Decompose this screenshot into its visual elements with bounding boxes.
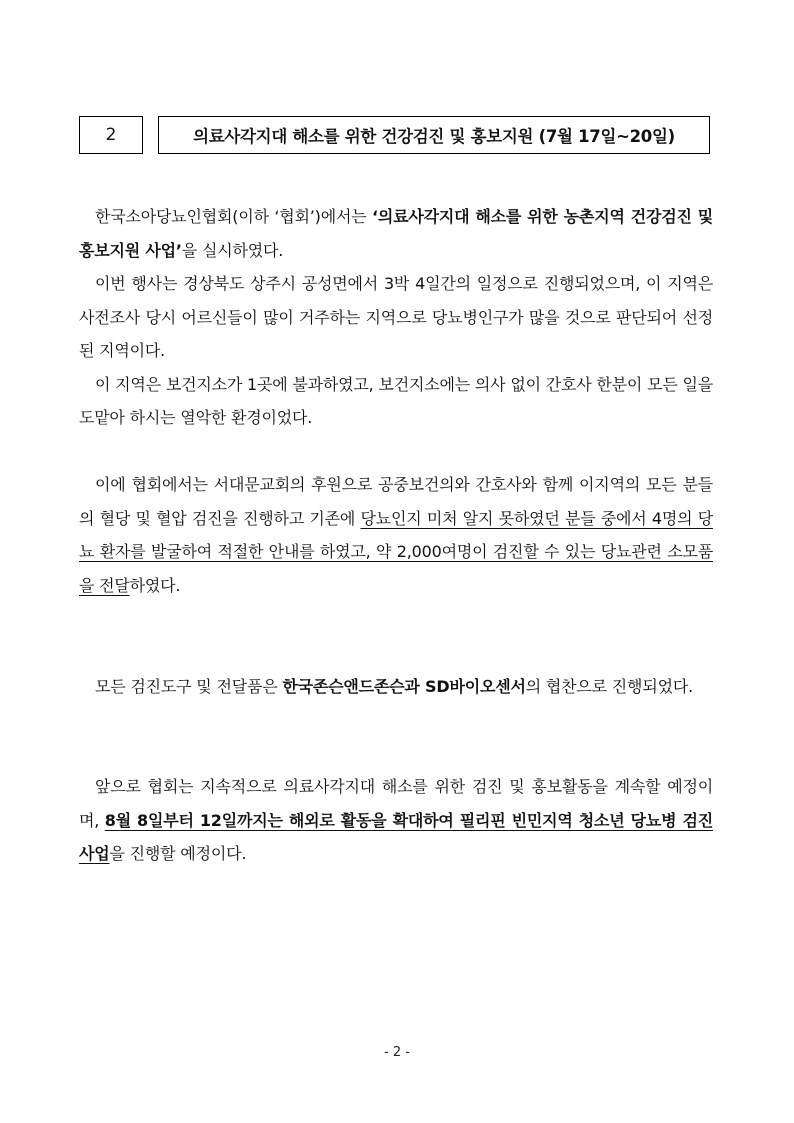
section-title: 의료사각지대 해소를 위한 건강검진 및 홍보지원 (7월 17일~20일) (193, 127, 675, 146)
paragraph-sponsors (79, 670, 713, 704)
event-description: 이번 행사는 경상북도 상주시 공성면에서 3박 4일간의 일정으로 진행되었으며, 이 지역은 사전조사 당시 어르신들이 많이 거주하는 지역으로 당뇨병인구가 많을 것으로 판단되어 선정된 지역이다. (79, 274, 713, 360)
sponsor-text-end: 의 협찬으로 진행되었다. (525, 677, 693, 696)
plans-text-end: 을 진행할 예정이다. (109, 844, 247, 863)
section-number-box (79, 116, 143, 154)
screening-result-underlined: 당뇨인지 미처 알지 못하였던 분들 중에서 4명의 당뇨 환자를 발굴하여 적절한 안내를 하였고, 약 2,000여명이 검진할 수 있는 당뇨관련 소모품을 전달 (79, 508, 713, 595)
paragraph-future-plans (79, 770, 713, 871)
screening-text-end: 하였다. (129, 575, 181, 595)
region-description: 이 지역은 보건지소가 1곳에 불과하였고, 보건지소에는 의사 없이 간호사 한분이 모든 일을 도맡아 하시는 열악한 환경이었다. (79, 374, 713, 427)
overseas-plan: 8월 8일부터 12일까지는 해외로 활동을 확대하여 필리핀 빈민지역 청소년 당뇨병 검진사업 (79, 810, 713, 863)
paragraph-intro (79, 200, 713, 435)
screening-text: 이에 협회에서는 서대문교회의 후원으로 공중보건의와 간호사와 함께 이지역의 모든 분들의 혈당 및 혈압 검진을 진행하고 기존에 (79, 475, 713, 528)
plans-text: 앞으로 협회는 지속적으로 의료사각지대 해소를 위한 검진 및 홍보활동을 계속할 예정이며, (79, 777, 713, 830)
section-title-box (158, 116, 710, 154)
paragraph-screening (79, 468, 713, 602)
section-number: 2 (105, 125, 117, 145)
sponsor-text: 모든 검진도구 및 전달품은 (95, 677, 283, 696)
project-name: ‘의료사각지대 해소를 위한 농촌지역 건강검진 및 홍보지원 사업’ (79, 207, 713, 260)
intro-text: 한국소아당뇨인협회(이하 ‘협회’)에서는 (95, 207, 372, 226)
intro-text-end: 을 실시하였다. (181, 240, 284, 260)
page-number: - 2 - (384, 1045, 410, 1060)
sponsor-names: 한국존슨앤드존슨과 SD바이오센서 (282, 677, 526, 696)
